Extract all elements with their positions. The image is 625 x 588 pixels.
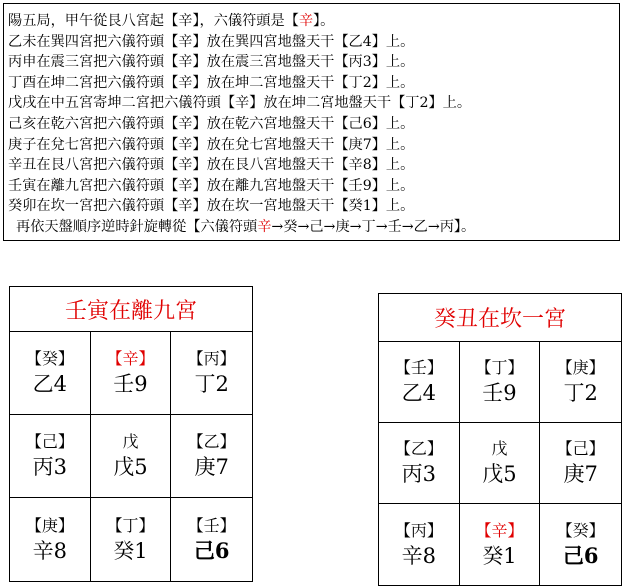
earth-plate-stem: 庚7 bbox=[563, 462, 598, 486]
heaven-plate-stem: 【壬】 bbox=[187, 515, 236, 535]
text-segment: 】。 bbox=[313, 13, 335, 29]
text-line bbox=[8, 114, 619, 135]
text-line bbox=[8, 135, 619, 156]
heaven-plate-stem: 戊 bbox=[122, 432, 139, 451]
highlighted-text: 辛 bbox=[298, 13, 314, 29]
palace-cell bbox=[10, 332, 91, 415]
palace-cell bbox=[540, 423, 621, 504]
text-line bbox=[8, 196, 619, 217]
earth-plate-stem: 丙3 bbox=[401, 462, 437, 486]
palace-cell bbox=[379, 342, 460, 423]
earth-plate-stem: 乙4 bbox=[32, 372, 68, 396]
earth-plate-stem: 癸1 bbox=[113, 538, 148, 563]
earth-plate-stem bbox=[563, 542, 599, 570]
heaven-plate-stem: 【丁】 bbox=[106, 515, 155, 535]
heaven-plate-stem: 【庚】 bbox=[556, 358, 605, 377]
board-grid bbox=[10, 332, 252, 581]
heaven-plate-stem: 【丙】 bbox=[187, 349, 236, 368]
earth-plate-stem: 戊5 bbox=[482, 462, 517, 486]
earth-plate-stem-bold: 己6 bbox=[193, 537, 230, 563]
earth-plate-stem: 丁2 bbox=[563, 381, 598, 405]
text-line bbox=[8, 217, 619, 238]
text-segment: 癸卯在坎一宮把六儀符頭【辛】放在坎一宮地盤天干【癸1】上。 bbox=[8, 198, 415, 215]
heaven-plate-stem: 【庚】 bbox=[25, 515, 74, 535]
text-line bbox=[8, 73, 619, 94]
palace-cell bbox=[91, 498, 172, 581]
heaven-plate-stem: 【壬】 bbox=[394, 358, 443, 377]
palace-cell bbox=[379, 423, 460, 504]
text-line bbox=[8, 155, 619, 176]
palace-cell bbox=[540, 342, 621, 423]
palace-cell bbox=[10, 415, 91, 498]
earth-plate-stem: 丙3 bbox=[32, 455, 68, 479]
earth-plate-stem: 壬9 bbox=[482, 381, 517, 405]
heaven-plate-stem: 【乙】 bbox=[394, 439, 443, 458]
palace-cell bbox=[460, 504, 541, 585]
text-line bbox=[8, 176, 619, 197]
earth-plate-stem: 癸1 bbox=[482, 543, 517, 568]
text-segment: 陽五局，甲午從艮八宮起【辛】，六儀符頭是【 bbox=[8, 13, 299, 29]
heaven-plate-stem: 【丙】 bbox=[394, 520, 443, 540]
earth-plate-stem: 辛8 bbox=[401, 543, 437, 568]
text-segment: 丙申在震三宮把六儀符頭【辛】放在震三宮地盤天干【丙3】上。 bbox=[8, 54, 415, 71]
palace-cell bbox=[540, 504, 621, 585]
board-right bbox=[378, 293, 622, 586]
text-segment: 戊戌在中五宮寄坤二宮把六儀符頭【辛】放在坤二宮地盤天干【丁2】上。 bbox=[8, 95, 472, 112]
text-segment: 辛丑在艮八宮把六儀符頭【辛】放在艮八宮地盤天干【辛8】上。 bbox=[8, 157, 415, 174]
heaven-plate-stem: 【乙】 bbox=[187, 432, 236, 451]
heaven-plate-stem: 【癸】 bbox=[556, 520, 605, 540]
explanation-text-box bbox=[3, 3, 620, 241]
earth-plate-stem: 辛8 bbox=[32, 538, 68, 563]
palace-cell bbox=[460, 423, 541, 504]
earth-plate-stem: 乙4 bbox=[401, 381, 437, 405]
palace-cell bbox=[379, 504, 460, 585]
palace-cell bbox=[171, 498, 252, 581]
text-segment: 乙未在巽四宮把六儀符頭【辛】放在巽四宮地盤天干【乙4】上。 bbox=[8, 33, 415, 50]
palace-cell bbox=[171, 415, 252, 498]
earth-plate-stem-bold: 己6 bbox=[562, 542, 599, 568]
text-segment: →癸→己→庚→丁→壬→乙→丙】。 bbox=[271, 218, 476, 235]
board-grid bbox=[379, 342, 621, 585]
highlighted-text: 辛 bbox=[257, 218, 272, 235]
heaven-plate-stem: 【辛】 bbox=[106, 349, 155, 368]
heaven-plate-stem: 【辛】 bbox=[475, 520, 524, 540]
palace-cell bbox=[460, 342, 541, 423]
earth-plate-stem: 壬9 bbox=[113, 372, 148, 396]
text-segment: 己亥在乾六宮把六儀符頭【辛】放在乾六宮地盤天干【己6】上。 bbox=[8, 115, 415, 132]
board-title: 癸丑在坎一宮 bbox=[379, 294, 621, 342]
board-title: 壬寅在離九宮 bbox=[10, 287, 252, 332]
text-line bbox=[8, 11, 619, 32]
palace-cell bbox=[91, 332, 172, 415]
text-line bbox=[8, 32, 619, 53]
heaven-plate-stem: 【丁】 bbox=[475, 358, 524, 377]
palace-cell bbox=[91, 415, 172, 498]
earth-plate-stem: 丁2 bbox=[194, 372, 229, 396]
palace-cell bbox=[10, 498, 91, 581]
text-segment: 再依天盤順序逆時針旋轉從【六儀符頭 bbox=[16, 218, 258, 235]
text-segment: 壬寅在離九宮把六儀符頭【辛】放在離九宮地盤天干【壬9】上。 bbox=[8, 177, 415, 194]
board-left bbox=[9, 286, 253, 582]
text-line bbox=[8, 52, 619, 73]
palace-cell bbox=[171, 332, 252, 415]
heaven-plate-stem: 【癸】 bbox=[25, 349, 74, 368]
heaven-plate-stem: 【己】 bbox=[556, 439, 605, 458]
text-segment: 丁酉在坤二宮把六儀符頭【辛】放在坤二宮地盤天干【丁2】上。 bbox=[8, 74, 415, 91]
text-segment: 庚子在兌七宮把六儀符頭【辛】放在兌七宮地盤天干【庚7】上。 bbox=[8, 136, 415, 153]
heaven-plate-stem: 戊 bbox=[491, 439, 508, 458]
earth-plate-stem bbox=[194, 537, 230, 565]
heaven-plate-stem: 【己】 bbox=[25, 432, 74, 451]
earth-plate-stem: 戊5 bbox=[113, 455, 148, 479]
text-line bbox=[8, 93, 619, 114]
earth-plate-stem: 庚7 bbox=[194, 455, 229, 479]
